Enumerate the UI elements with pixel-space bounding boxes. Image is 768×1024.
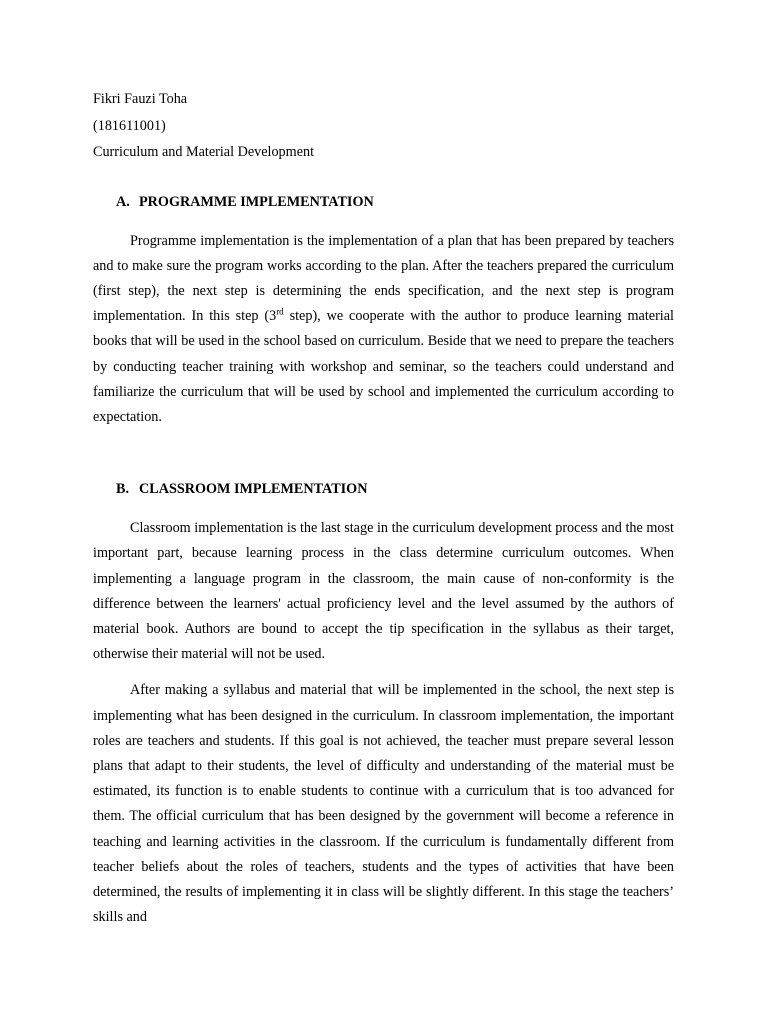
section-a-title: PROGRAMME IMPLEMENTATION (139, 193, 374, 210)
superscript-ordinal: rd (276, 306, 284, 317)
student-id: (181611001) (93, 117, 166, 134)
section-a-text-part2: step), we cooperate with the author to produce learning material books that will be used in the school based on curriculum. Beside that we need to prepare the teachers by conducting teacher training with workshop and seminar, so the teachers could understand and familiarize the curriculum that will be used by school and implemented the curriculum according to expectation. (93, 308, 674, 425)
section-a-paragraph (93, 229, 674, 431)
section-b-heading (93, 479, 674, 499)
section-a-letter: A. (116, 193, 130, 210)
author-name: Fikri Fauzi Toha (93, 91, 188, 107)
section-b-letter: B. (116, 481, 130, 498)
course-title: Curriculum and Material Development (93, 144, 315, 160)
section-b-paragraph-1: Classroom implementation is the last stage in the curriculum development process and the most important part, because learning process in the class determine curriculum outcomes. When implementing a language program in the classroom, the main cause of non-conformity is the difference between the learners' actual proficiency level and the level assumed by the authors of material book. Authors are bound to accept the tip specification in the syllabus as their target, otherwise their material will not be used. (93, 520, 674, 663)
section-a-text-part1: Programme implementation is the implementation of a plan that has been prepared by teachers and to make sure the program works according to the plan. After the teachers prepared the curriculum (first step), the next step is determining the ends specification, and the next step is program implementation. In this step (3 (93, 232, 674, 325)
document-content (93, 86, 674, 930)
section-b-title: CLASSROOM IMPLEMENTATION (139, 481, 368, 498)
section-a-heading (93, 192, 674, 212)
section-b-paragraph-2: After making a syllabus and material that will be implemented in the school, the next step is implementing what has been designed in the curriculum. In classroom implementation, the important roles are teachers and students. If this goal is not achieved, the teacher must prepare several lesson plans that adapt to their students, the level of difficulty and understanding of the material must be estimated, its function is to enable students to continue with a curriculum that is too advanced for them. The official curriculum that has been designed by the government will become a reference in teaching and learning activities in the classroom. If the curriculum is fundamentally different from teacher beliefs about the roles of teachers, students and the types of activities that have been determined, the results of implementing it in class will be slightly different. In this stage the teachers’ skills and (93, 682, 674, 926)
